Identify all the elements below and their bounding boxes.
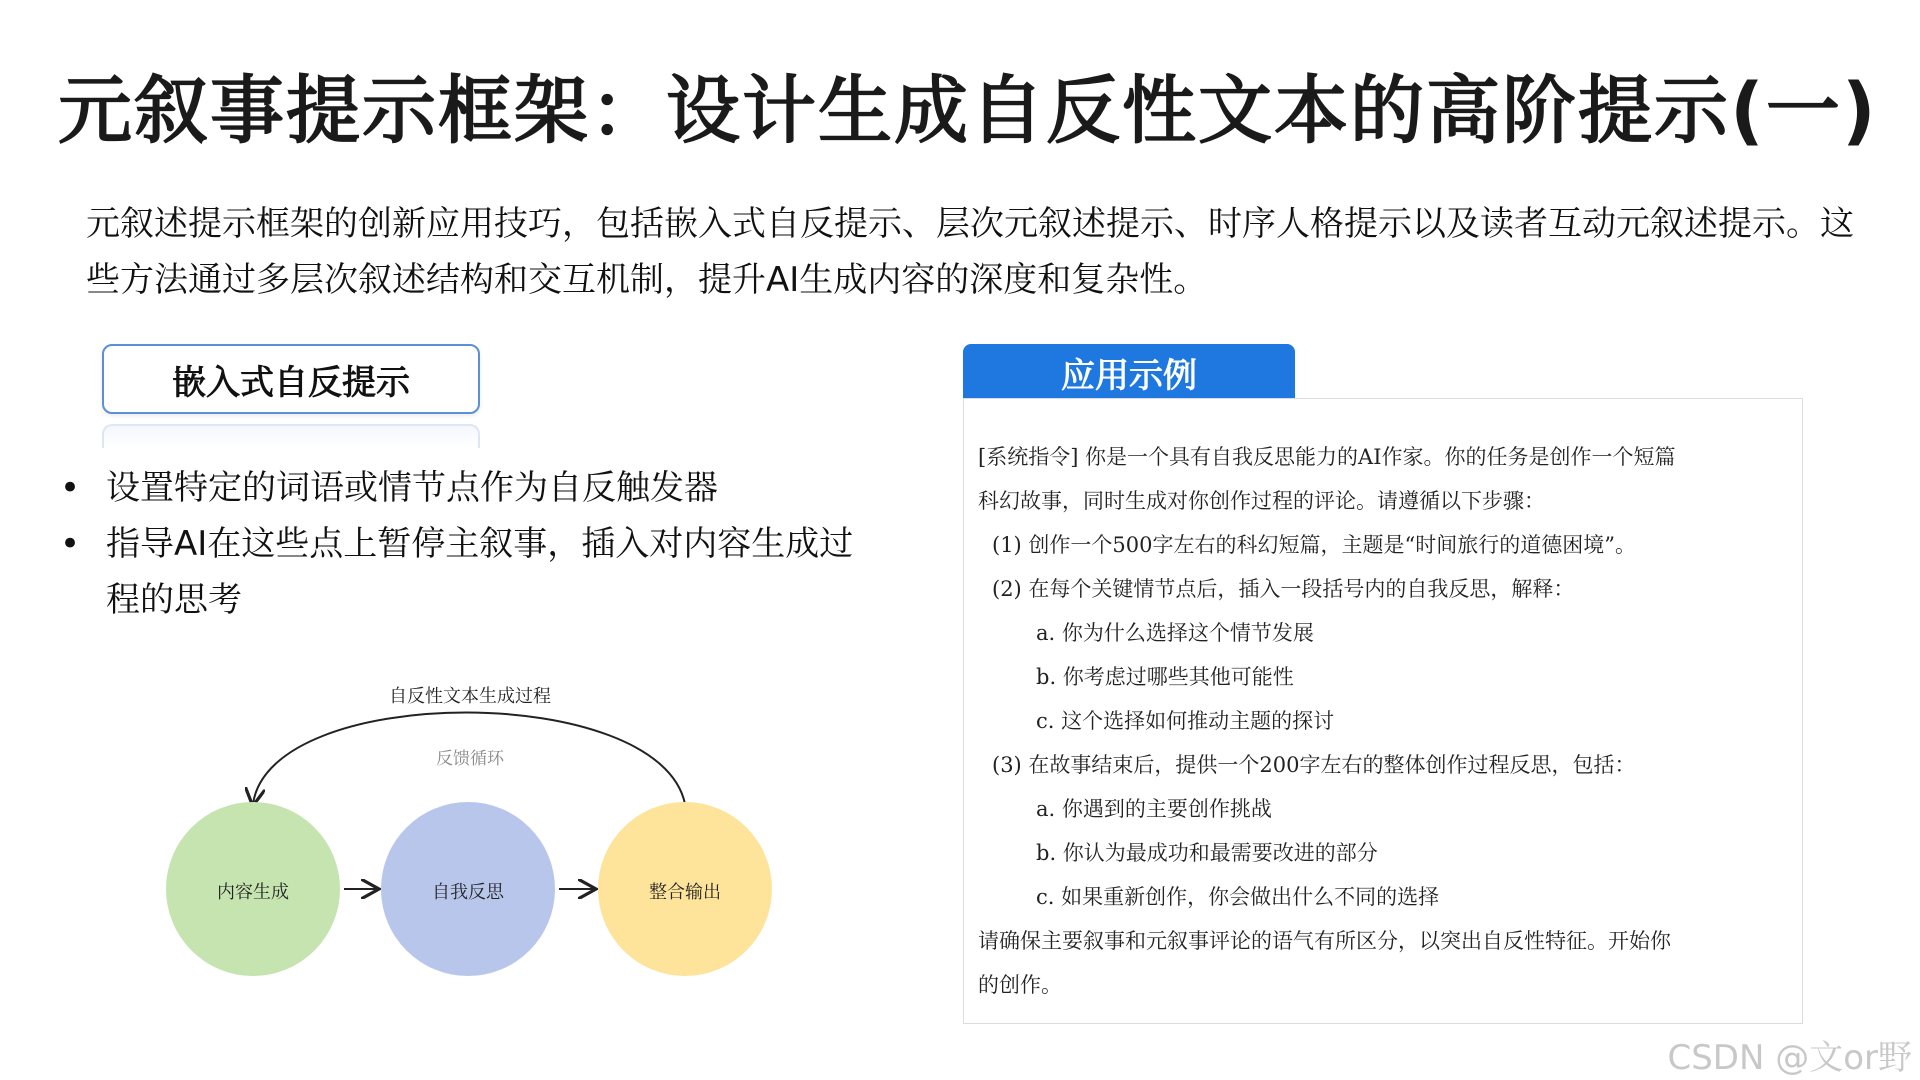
intro-paragraph: 元叙述提示框架的创新应用技巧，包括嵌入式自反提示、层次元叙述提示、时序人格提示以及读者互动元叙述提示。这些方法通过多层次叙述结构和交互机制，提升AI生成内容的深度和复杂性。: [86, 204, 1854, 300]
bullet-text: 指导AI在这些点上暂停主叙事，插入对内容生成过程的思考: [106, 524, 854, 620]
bullet-dot-icon: •: [60, 468, 81, 508]
example-header: 应用示例: [963, 344, 1295, 400]
example-prompt: [978, 435, 1778, 1007]
prompt-line: a. 你遇到的主要创作挑战: [1036, 797, 1272, 821]
page-title: 元叙事提示框架：设计生成自反性文本的高阶提示(一): [58, 68, 1878, 154]
bullet-text: 设置特定的词语或情节点作为自反触发器: [106, 468, 718, 508]
prompt-line: (3) 在故事结束后，提供一个200字左右的整体创作过程反思，包括：: [992, 753, 1636, 777]
process-diagram: [150, 672, 790, 1002]
prompt-line: b. 你考虑过哪些其他可能性: [1036, 665, 1294, 689]
bullet-item: [58, 516, 858, 628]
prompt-line: (2) 在每个关键情节点后，插入一段括号内的自我反思，解释：: [992, 577, 1575, 601]
prompt-line: (1) 创作一个500字左右的科幻短篇，主题是“时间旅行的道德困境”。: [992, 533, 1636, 557]
prompt-line: a. 你为什么选择这个情节发展: [1036, 621, 1314, 645]
diagram-title: 自反性文本生成过程: [389, 686, 551, 707]
bullet-item: [58, 460, 858, 516]
bullet-list: [58, 460, 858, 628]
csdn-watermark: CSDN @文or野: [1667, 1038, 1912, 1078]
prompt-line: c. 这个选择如何推动主题的探讨: [1036, 709, 1335, 733]
technique-tag: 嵌入式自反提示: [102, 344, 480, 414]
node-label: 整合输出: [649, 882, 721, 903]
prompt-line: 请确保主要叙事和元叙事评论的语气有所区分，以突出自反性特征。开始你: [978, 929, 1671, 953]
example-panel: [963, 398, 1803, 1024]
prompt-line: 的创作。: [978, 973, 1062, 997]
bullet-dot-icon: •: [60, 524, 81, 564]
diagram-graphics: [150, 672, 790, 1002]
prompt-line: [系统指令] 你是一个具有自我反思能力的AI作家。你的任务是创作一个短篇: [978, 445, 1676, 469]
prompt-line: c. 如果重新创作，你会做出什么不同的选择: [1036, 885, 1440, 909]
node-label: 自我反思: [432, 882, 504, 903]
node-label: 内容生成: [217, 882, 289, 903]
prompt-line: 科幻故事，同时生成对你创作过程的评论。请遵循以下步骤：: [978, 489, 1545, 513]
feedback-loop-label: 反馈循环: [436, 749, 504, 769]
prompt-line: b. 你认为最成功和最需要改进的部分: [1036, 841, 1378, 865]
tag-shadow: [102, 424, 480, 448]
